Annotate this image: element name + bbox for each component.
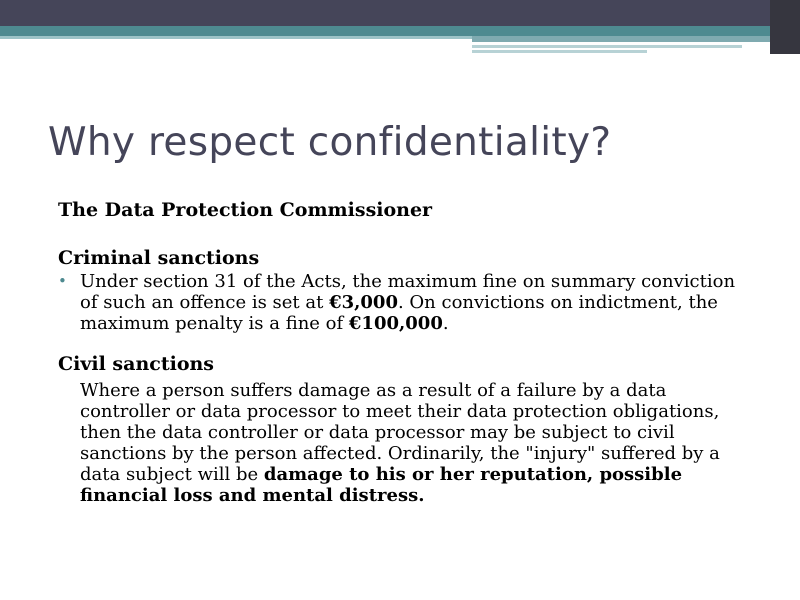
header-corner-block — [770, 0, 800, 54]
header-stripe-d — [472, 50, 647, 53]
civil-text: Where a person suffers damage as a result of a failure by a data controller or data processor to meet their data protection obligations, then the data controller or data processor may be subject to civil sanctions by the person affected. Ordinarily, the "injury" suffered by a data subject will be — [80, 380, 720, 485]
civil-bold-text: damage to his or her reputation, possible financial loss and mental distress. — [80, 464, 683, 506]
civil-sanctions-paragraph — [58, 380, 748, 506]
slide-title: Why respect confidentiality? — [48, 120, 612, 165]
criminal-text-2: . On convictions on indictment, the maximum penalty is a fine of — [80, 292, 718, 334]
heading-data-protection-commissioner: The Data Protection Commissioner — [58, 199, 433, 221]
criminal-fine-summary: €3,000 — [329, 292, 398, 313]
slide-body — [58, 198, 748, 506]
header-teal-light-stripe — [0, 36, 472, 39]
bullet-icon: • — [58, 272, 67, 290]
heading-civil-sanctions: Civil sanctions — [58, 353, 214, 375]
criminal-text-3: . — [442, 313, 449, 334]
heading-criminal-sanctions: Criminal sanctions — [58, 247, 260, 269]
header-stripe-c — [472, 45, 742, 48]
criminal-fine-indictment: €100,000 — [348, 313, 443, 334]
criminal-text-1: Under section 31 of the Acts, the maximum fine on summary conviction of such an offence is set at — [80, 271, 736, 313]
criminal-sanctions-bullet — [58, 271, 748, 334]
header-teal-band — [0, 26, 770, 36]
header-band — [0, 0, 800, 26]
